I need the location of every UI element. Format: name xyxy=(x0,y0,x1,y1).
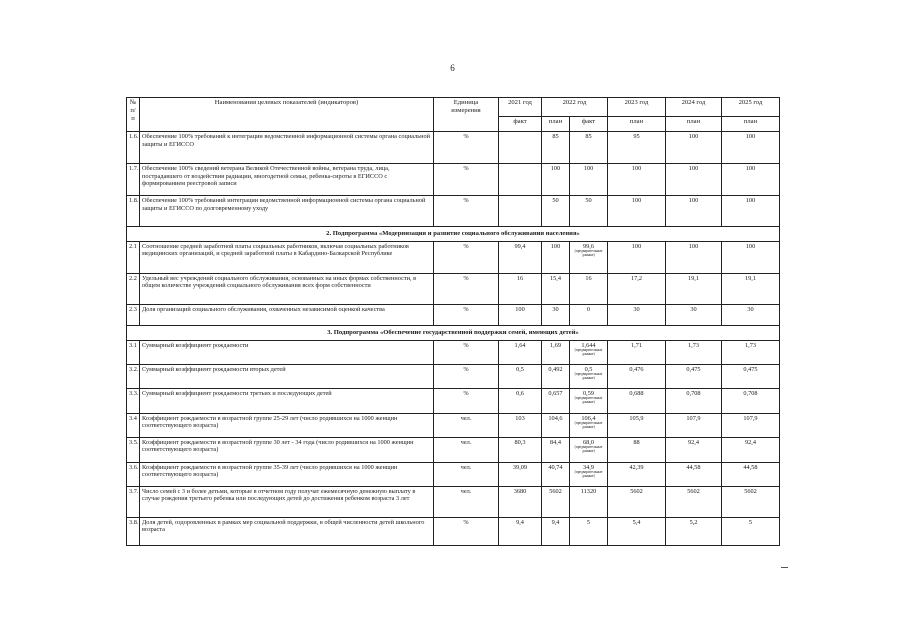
table-row xyxy=(127,273,780,304)
value-2025-plan xyxy=(722,196,780,227)
row-number xyxy=(127,413,140,437)
value-2022-fact-text: 0,5 xyxy=(584,365,593,373)
header-year-2024: 2024 год xyxy=(666,98,722,117)
value-2025-plan-text: 5 xyxy=(748,518,753,526)
value-2024-plan-text: 19,1 xyxy=(687,274,700,282)
value-2022-fact xyxy=(570,413,608,437)
unit-of-measure-text: % xyxy=(463,274,469,282)
value-2025-plan-text: 0,708 xyxy=(743,389,758,397)
row-number xyxy=(127,340,140,364)
value-2025-plan xyxy=(722,132,780,164)
value-2022-plan xyxy=(542,462,570,486)
value-2023-plan-text: 88 xyxy=(633,438,640,446)
value-2022-fact-text: 100 xyxy=(583,165,594,172)
indicator-name-text: Доля детей, оздоровленных в рамках мер социальной поддержки, в общей численности детей школьного возраста xyxy=(142,518,425,534)
unit-of-measure xyxy=(434,364,499,388)
value-2021-fact xyxy=(499,517,542,545)
indicator-name xyxy=(140,364,434,388)
value-2022-fact-text: 5 xyxy=(586,518,591,526)
row-number-text: 3.1 xyxy=(129,341,137,349)
margin-mark xyxy=(781,567,788,568)
value-2021-fact-text: 0,6 xyxy=(516,389,524,397)
header-sub-fact-2022: факт xyxy=(570,117,608,132)
row-number-text: 1.6. xyxy=(129,133,139,140)
value-2021-fact xyxy=(499,462,542,486)
value-2022-fact-text: 0 xyxy=(586,305,591,313)
value-2022-fact-text: 50 xyxy=(585,197,592,204)
value-2022-plan xyxy=(542,388,570,413)
unit-of-measure-text: % xyxy=(463,242,469,250)
value-2022-plan xyxy=(542,364,570,388)
value-2023-plan xyxy=(608,132,666,164)
value-2021-fact-text: 80,3 xyxy=(514,438,526,446)
value-2021-fact xyxy=(499,437,542,462)
header-year-2023: 2023 год xyxy=(608,98,666,117)
row-number xyxy=(127,517,140,545)
value-2022-plan-text: 0,492 xyxy=(548,365,563,373)
value-2025-plan xyxy=(722,164,780,196)
preliminary-data-note: (предварительные данные) xyxy=(574,372,603,381)
value-2025-plan-text: 5602 xyxy=(744,487,757,495)
value-2024-plan xyxy=(666,437,722,462)
value-2023-plan xyxy=(608,486,666,517)
indicator-name xyxy=(140,462,434,486)
value-2024-plan-text: 44,58 xyxy=(686,463,701,471)
table-row xyxy=(127,437,780,462)
table-row xyxy=(127,304,780,325)
value-2021-fact xyxy=(499,388,542,413)
value-2024-plan-text: 0,475 xyxy=(686,365,701,373)
value-2023-plan-text: 5,4 xyxy=(632,518,641,526)
unit-of-measure-text: % xyxy=(463,365,469,373)
indicator-name xyxy=(140,517,434,545)
value-2025-plan xyxy=(722,486,780,517)
row-number-text: 3.3. xyxy=(129,389,139,397)
header-unit: Единица измерения xyxy=(434,98,499,132)
value-2022-fact xyxy=(570,462,608,486)
value-2023-plan-text: 0,688 xyxy=(629,389,644,397)
table-row xyxy=(127,340,780,364)
value-2021-fact xyxy=(499,304,542,325)
value-2022-fact xyxy=(570,517,608,545)
indicator-name xyxy=(140,196,434,227)
value-2024-plan-text: 5602 xyxy=(687,487,700,495)
value-2022-fact xyxy=(570,388,608,413)
value-2023-plan-text: 100 xyxy=(631,242,642,250)
value-2022-plan-text: 15,4 xyxy=(549,274,562,282)
header-year-2025: 2025 год xyxy=(722,98,780,117)
unit-of-measure xyxy=(434,388,499,413)
indicator-name-text: Соотношение средней заработной платы социальных работников, включая социальных работников медицинских организаций, и средней заработной платы в Кабардино-Балкарской Республике xyxy=(142,242,409,258)
row-number xyxy=(127,388,140,413)
value-2025-plan xyxy=(722,273,780,304)
value-2025-plan xyxy=(722,241,780,273)
value-2022-fact xyxy=(570,196,608,227)
indicator-name xyxy=(140,164,434,196)
value-2022-fact-text: 11320 xyxy=(580,487,597,495)
value-2022-fact xyxy=(570,437,608,462)
header-sub-plan-2024: план xyxy=(666,117,722,132)
value-2022-plan xyxy=(542,196,570,227)
row-number-text: 3.6. xyxy=(129,463,139,471)
row-number xyxy=(127,164,140,196)
indicator-name-text: Коэффициент рождаемости в возрастной группе 30 лет - 34 годa (число родившихся на 1000 женщин соответствующего возраста) xyxy=(142,438,414,454)
value-2025-plan-text: 1,73 xyxy=(744,341,757,349)
value-2024-plan xyxy=(666,364,722,388)
indicator-name xyxy=(140,340,434,364)
value-2024-plan xyxy=(666,517,722,545)
value-2024-plan-text: 100 xyxy=(688,133,699,140)
value-2021-fact-text: 99,4 xyxy=(514,242,526,250)
unit-of-measure-text: % xyxy=(463,389,469,397)
header-num: № п/п xyxy=(127,98,140,132)
unit-of-measure xyxy=(434,164,499,196)
value-2021-fact xyxy=(499,413,542,437)
value-2022-plan xyxy=(542,304,570,325)
header-year-2022: 2022 год xyxy=(542,98,608,117)
value-2021-fact-text: 100 xyxy=(515,305,525,313)
value-2025-plan xyxy=(722,462,780,486)
value-2022-fact-text: 106,4 xyxy=(581,414,596,422)
value-2022-plan xyxy=(542,132,570,164)
value-2024-plan xyxy=(666,486,722,517)
value-2022-fact xyxy=(570,304,608,325)
indicator-name xyxy=(140,241,434,273)
indicator-name-text: Обеспечение 100% сведений ветерана Великой Отечественной войны, ветерана труда, лица, пострадавшего от воздействия радиации, многодетной семьи, ребенка-сироты в ЕГИССО с формированием реестровой записи xyxy=(142,165,390,188)
value-2023-plan xyxy=(608,364,666,388)
header-sub-plan-2025: план xyxy=(722,117,780,132)
value-2021-fact xyxy=(499,486,542,517)
value-2021-fact xyxy=(499,273,542,304)
value-2022-fact xyxy=(570,241,608,273)
value-2024-plan xyxy=(666,462,722,486)
value-2021-fact xyxy=(499,364,542,388)
value-2023-plan xyxy=(608,388,666,413)
unit-of-measure-text: чел. xyxy=(460,414,472,422)
value-2024-plan xyxy=(666,388,722,413)
value-2023-plan-text: 105,9 xyxy=(629,414,644,422)
value-2024-plan xyxy=(666,304,722,325)
value-2025-plan-text: 92,4 xyxy=(744,438,757,446)
indicator-name-text: Доля организаций социального обслуживания, охваченных независимой оценкой качества xyxy=(142,305,385,313)
value-2022-plan-text: 5602 xyxy=(549,487,562,495)
value-2023-plan-text: 0,476 xyxy=(629,365,644,373)
header-sub-plan-2023: план xyxy=(608,117,666,132)
unit-of-measure xyxy=(434,413,499,437)
value-2024-plan-text: 107,9 xyxy=(686,414,701,422)
value-2025-plan xyxy=(722,304,780,325)
value-2022-fact-text: 68,0 xyxy=(582,438,595,446)
preliminary-data-note: (предварительные данные) xyxy=(574,421,603,430)
value-2024-plan-text: 92,4 xyxy=(687,438,700,446)
value-2022-plan xyxy=(542,486,570,517)
value-2023-plan-text: 42,39 xyxy=(629,463,644,471)
table-row xyxy=(127,132,780,164)
value-2022-plan xyxy=(542,340,570,364)
unit-of-measure xyxy=(434,132,499,164)
row-number-text: 3.8. xyxy=(129,518,139,526)
value-2023-plan xyxy=(608,413,666,437)
value-2021-fact-text: 9,4 xyxy=(516,518,524,526)
indicator-name-text: Суммарный коэффициент рождаемости вторых детей xyxy=(142,365,286,373)
value-2024-plan xyxy=(666,241,722,273)
value-2025-plan-text: 30 xyxy=(747,305,754,313)
value-2022-plan-text: 40,74 xyxy=(548,463,563,471)
section-heading: 2. Подпрограмма «Модернизация и развитие социального обслуживания населения» xyxy=(127,227,780,242)
value-2025-plan xyxy=(722,364,780,388)
unit-of-measure xyxy=(434,437,499,462)
page-number: 6 xyxy=(450,63,455,73)
unit-of-measure xyxy=(434,462,499,486)
value-2022-plan xyxy=(542,273,570,304)
section-heading: 3. Подпрограмма «Обеспечение государственной поддержки семей, имеющих детей» xyxy=(127,325,780,340)
value-2022-fact-text: 0,59 xyxy=(582,389,595,397)
indicator-name-text: Число семей с 3 и более детьми, которые в отчетном году получат ежемесячную денежную выплату в случае рождения третьего ребенка или последующих детей до достижения ребенком возраста 3 лет xyxy=(142,487,416,503)
row-number-text: 2.2 xyxy=(129,274,137,282)
value-2025-plan xyxy=(722,437,780,462)
value-2023-plan xyxy=(608,517,666,545)
value-2021-fact-text: 0,5 xyxy=(516,365,524,373)
row-number xyxy=(127,462,140,486)
value-2025-plan-text: 0,475 xyxy=(743,365,758,373)
value-2025-plan-text: 100 xyxy=(745,133,756,140)
section-heading-row xyxy=(127,227,780,242)
value-2023-plan-text: 17,2 xyxy=(630,274,643,282)
row-number xyxy=(127,196,140,227)
value-2022-fact xyxy=(570,486,608,517)
indicator-name-text: Коэффициент рождаемости в возрастной группе 35-39 лет (число родившихся на 1000 женщин соответствующего возраста) xyxy=(142,463,398,479)
value-2024-plan-text: 100 xyxy=(688,165,699,172)
value-2025-plan xyxy=(722,517,780,545)
value-2022-plan-text: 30 xyxy=(552,305,559,313)
row-number xyxy=(127,304,140,325)
value-2022-plan-text: 1,69 xyxy=(549,341,562,349)
unit-of-measure xyxy=(434,340,499,364)
unit-of-measure-text: чел. xyxy=(460,463,472,471)
value-2022-plan-text: 50 xyxy=(552,197,559,204)
indicators-table xyxy=(126,97,780,546)
value-2023-plan-text: 95 xyxy=(633,133,640,140)
value-2025-plan-text: 44,58 xyxy=(743,463,758,471)
unit-of-measure-text: чел. xyxy=(460,487,472,495)
header-sub-fact-2021: факт xyxy=(499,117,542,132)
value-2023-plan-text: 100 xyxy=(631,197,642,204)
value-2023-plan xyxy=(608,340,666,364)
value-2023-plan xyxy=(608,273,666,304)
unit-of-measure xyxy=(434,273,499,304)
preliminary-data-note: (предварительные данные) xyxy=(574,470,603,479)
value-2022-plan-text: 84,4 xyxy=(549,438,562,446)
value-2024-plan xyxy=(666,413,722,437)
value-2021-fact-text: 39,09 xyxy=(512,463,528,471)
row-number xyxy=(127,132,140,164)
header-row-1 xyxy=(127,98,780,117)
value-2022-plan-text: 100 xyxy=(550,165,561,172)
row-number-text: 2.1 xyxy=(129,242,137,250)
indicator-name xyxy=(140,388,434,413)
value-2022-fact xyxy=(570,340,608,364)
value-2021-fact xyxy=(499,241,542,273)
section-heading-row xyxy=(127,325,780,340)
value-2024-plan xyxy=(666,164,722,196)
value-2022-plan-text: 100 xyxy=(550,242,561,250)
table-row xyxy=(127,241,780,273)
table-row xyxy=(127,388,780,413)
indicator-name-text: Суммарный коэффициент рождаемости xyxy=(142,341,249,349)
value-2022-fact xyxy=(570,364,608,388)
indicator-name-text: Удельный вес учреждений социального обслуживания, основанных на иных формах собственности, в общем количестве учреждений социального обслуживания всех форм собственности xyxy=(142,274,417,290)
unit-of-measure xyxy=(434,517,499,545)
value-2024-plan-text: 100 xyxy=(688,242,699,250)
value-2025-plan xyxy=(722,388,780,413)
row-number-text: 3.4 xyxy=(129,414,137,422)
unit-of-measure xyxy=(434,196,499,227)
value-2022-fact-text: 1,644 xyxy=(581,341,596,349)
indicator-name xyxy=(140,304,434,325)
row-number-text: 3.5. xyxy=(129,438,139,446)
unit-of-measure xyxy=(434,304,499,325)
value-2022-plan-text: 85 xyxy=(552,133,559,140)
preliminary-data-note: (предварительные данные) xyxy=(574,445,603,454)
indicator-name-text: Обеспечение 100% требований к интеграции ведомственной информационной системы органа социальной защиты и ЕГИССО xyxy=(142,133,430,148)
indicator-name-text: Обеспечение 100% требований интеграции ведомственной информационной системы органа социальной защиты и ЕГИССО по долговременному уходу xyxy=(142,197,426,212)
value-2024-plan-text: 0,708 xyxy=(686,389,701,397)
table-row xyxy=(127,164,780,196)
value-2022-fact-text: 34,9 xyxy=(582,463,595,471)
indicator-name xyxy=(140,132,434,164)
value-2021-fact xyxy=(499,196,542,227)
value-2025-plan xyxy=(722,340,780,364)
value-2022-plan xyxy=(542,241,570,273)
value-2025-plan-text: 19,1 xyxy=(744,274,757,282)
value-2025-plan xyxy=(722,413,780,437)
value-2022-fact xyxy=(570,164,608,196)
unit-of-measure-text: % xyxy=(463,133,469,140)
row-number xyxy=(127,273,140,304)
value-2022-fact xyxy=(570,132,608,164)
indicator-name xyxy=(140,273,434,304)
preliminary-data-note: (предварительные данные) xyxy=(574,249,603,258)
value-2023-plan xyxy=(608,196,666,227)
unit-of-measure-text: % xyxy=(463,305,469,313)
value-2024-plan xyxy=(666,132,722,164)
header-name: Наименования целевых показателей (индикаторов) xyxy=(140,98,434,132)
row-number xyxy=(127,437,140,462)
value-2022-plan xyxy=(542,517,570,545)
value-2023-plan-text: 5602 xyxy=(630,487,643,495)
row-number xyxy=(127,364,140,388)
row-number-text: 1.8. xyxy=(129,197,139,204)
value-2021-fact-text: 1,64 xyxy=(514,341,526,349)
value-2023-plan-text: 30 xyxy=(633,305,640,313)
value-2024-plan xyxy=(666,196,722,227)
unit-of-measure xyxy=(434,241,499,273)
value-2025-plan-text: 100 xyxy=(745,242,756,250)
table-row xyxy=(127,486,780,517)
value-2022-plan xyxy=(542,437,570,462)
value-2023-plan-text: 100 xyxy=(631,165,642,172)
value-2022-fact-text: 99,6 xyxy=(582,242,595,250)
value-2025-plan-text: 107,9 xyxy=(743,414,758,422)
value-2022-plan-text: 104,6 xyxy=(548,414,563,422)
unit-of-measure-text: % xyxy=(463,341,469,349)
unit-of-measure-text: % xyxy=(463,518,469,526)
value-2023-plan xyxy=(608,164,666,196)
value-2022-plan xyxy=(542,413,570,437)
table-row xyxy=(127,364,780,388)
value-2022-fact-text: 85 xyxy=(585,133,592,140)
value-2022-plan xyxy=(542,164,570,196)
header-year-2021: 2021 год xyxy=(499,98,542,117)
row-number-text: 3.7. xyxy=(129,487,139,495)
row-number-text: 3.2. xyxy=(129,365,139,373)
value-2021-fact xyxy=(499,132,542,164)
value-2021-fact-text: 16 xyxy=(516,274,524,282)
value-2023-plan-text: 1,71 xyxy=(630,341,643,349)
unit-of-measure xyxy=(434,486,499,517)
table-row xyxy=(127,196,780,227)
unit-of-measure-text: % xyxy=(463,165,469,172)
indicator-name-text: Коэффициент рождаемости в возрастной группе 25-29 лет (число родившихся на 1000 женщин соответствующего возраста) xyxy=(142,414,398,430)
value-2025-plan-text: 100 xyxy=(745,197,756,204)
value-2021-fact xyxy=(499,164,542,196)
value-2024-plan-text: 30 xyxy=(690,305,697,313)
value-2023-plan xyxy=(608,304,666,325)
value-2021-fact-text: 3680 xyxy=(513,487,527,495)
unit-of-measure-text: чел. xyxy=(460,438,472,446)
indicator-name xyxy=(140,437,434,462)
value-2025-plan-text: 100 xyxy=(745,165,756,172)
value-2024-plan-text: 5,2 xyxy=(689,518,698,526)
header-sub-plan-2022: план xyxy=(542,117,570,132)
value-2023-plan xyxy=(608,462,666,486)
value-2021-fact-text: 103 xyxy=(515,414,525,422)
value-2023-plan xyxy=(608,437,666,462)
row-number-text: 1.7. xyxy=(129,165,139,172)
table-row xyxy=(127,462,780,486)
table-row xyxy=(127,517,780,545)
preliminary-data-note: (предварительные данные) xyxy=(574,348,603,357)
indicator-name xyxy=(140,413,434,437)
preliminary-data-note: (предварительные данные) xyxy=(574,396,603,405)
row-number-text: 2.3 xyxy=(129,305,137,313)
value-2023-plan xyxy=(608,241,666,273)
unit-of-measure-text: % xyxy=(463,197,469,204)
table-row xyxy=(127,413,780,437)
value-2022-fact xyxy=(570,273,608,304)
value-2024-plan-text: 1,73 xyxy=(687,341,700,349)
value-2022-plan-text: 0,657 xyxy=(548,389,563,397)
indicator-name xyxy=(140,486,434,517)
value-2024-plan xyxy=(666,340,722,364)
row-number xyxy=(127,241,140,273)
value-2024-plan xyxy=(666,273,722,304)
value-2022-fact-text: 16 xyxy=(585,274,592,282)
row-number xyxy=(127,486,140,517)
indicator-name-text: Суммарный коэффициент рождаемости третьих и последующих детей xyxy=(142,389,332,397)
value-2022-plan-text: 9,4 xyxy=(551,518,560,526)
value-2021-fact xyxy=(499,340,542,364)
value-2024-plan-text: 100 xyxy=(688,197,699,204)
